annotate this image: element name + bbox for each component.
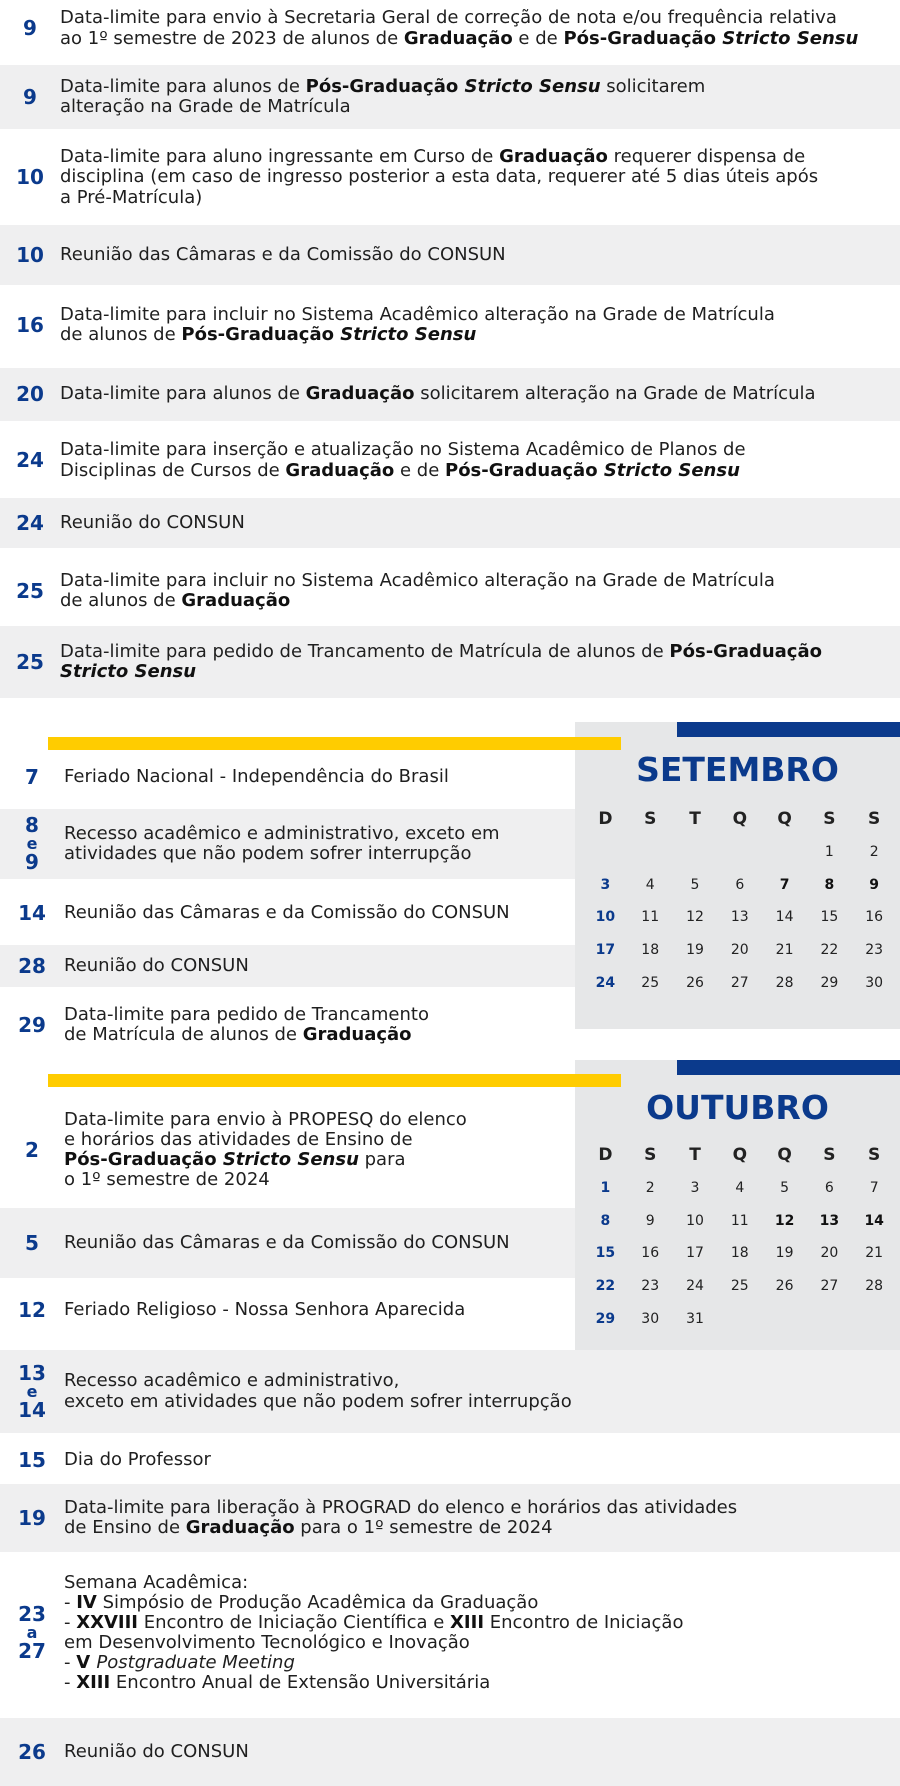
calendar-day: 27 — [730, 974, 749, 991]
event-text: Data-limite para aluno ingressante em Curso de Graduação requerer dispensa de disciplina (em caso de ingresso posterior a esta data, requerer até 5 dias úteis após a Pré-Matrícula) — [60, 146, 819, 208]
weekday-label: Q — [777, 809, 792, 829]
calendar-day: 30 — [641, 1310, 660, 1327]
calendar-day: 3 — [600, 876, 611, 893]
event-text: Reunião do CONSUN — [64, 1740, 249, 1762]
event-text: Reunião do CONSUN — [64, 954, 249, 976]
month-title: SETEMBRO — [636, 750, 839, 789]
calendar-day: 29 — [820, 974, 839, 991]
event-text: Dia do Professor — [64, 1448, 211, 1470]
day-range-value: 8 — [25, 813, 39, 837]
calendar-week — [583, 1172, 897, 1205]
calendar-day: 10 — [595, 909, 616, 926]
calendar-accent-bar — [677, 722, 900, 737]
event-day — [0, 815, 64, 873]
day-range-value: 27 — [18, 1639, 46, 1663]
calendar-day: 8 — [824, 876, 835, 893]
calendar-day: 13 — [730, 909, 749, 926]
calendar-week — [583, 1205, 897, 1238]
calendar-day: 28 — [865, 1278, 884, 1295]
event-day: 10 — [16, 165, 44, 189]
event-row — [0, 0, 900, 57]
calendar-day: 28 — [775, 974, 794, 991]
calendar-day: 6 — [735, 876, 745, 893]
event-day: 26 — [18, 1739, 46, 1764]
event-text: Recesso acadêmico e administrativo, exceto em atividades que não podem sofrer interrupção — [64, 822, 500, 864]
event-text: Data-limite para incluir no Sistema Acadêmico alteração na Grade de Matrícula de alunos de Pós-Graduação Stricto Sensu — [60, 303, 775, 345]
event-day: 2 — [25, 1137, 39, 1162]
event-row — [0, 65, 900, 129]
event-row — [0, 1436, 900, 1484]
day-range-connector: e — [26, 1381, 38, 1401]
weekday-label: Q — [777, 1145, 792, 1165]
event-row — [0, 225, 900, 285]
calendar-week — [583, 934, 897, 967]
event-row — [0, 1208, 575, 1278]
calendar-day: 5 — [780, 1180, 790, 1197]
event-text: Feriado Nacional - Independência do Brasil — [64, 765, 449, 787]
event-text: Reunião do CONSUN — [60, 511, 245, 533]
calendar-day: 4 — [645, 876, 655, 893]
september-calendar — [575, 722, 900, 1029]
event-row — [0, 1568, 900, 1698]
event-row — [0, 368, 900, 421]
calendar-day: 27 — [820, 1278, 839, 1295]
event-text: Feriado Religioso - Nossa Senhora Aparecida — [64, 1298, 466, 1320]
calendar-day: 9 — [869, 876, 880, 893]
calendar-day: 25 — [730, 1278, 749, 1295]
event-text: Data-limite para pedido de Trancamento de Matrícula de alunos de Graduação — [64, 1003, 429, 1045]
calendar-day: 20 — [820, 1245, 839, 1262]
event-day: 14 — [18, 901, 46, 925]
calendar-day: 7 — [869, 1180, 879, 1197]
event-day: 20 — [16, 382, 44, 406]
event-day: 10 — [16, 242, 44, 267]
calendar-day: 22 — [595, 1278, 616, 1295]
event-day: 24 — [16, 448, 44, 472]
event-row — [0, 1350, 900, 1433]
weekday-label: S — [868, 809, 881, 829]
calendar-day: 4 — [735, 1180, 745, 1197]
calendar-day: 12 — [774, 1212, 795, 1229]
calendar-grid — [583, 1138, 897, 1335]
event-row — [0, 1280, 575, 1340]
weekday-header — [583, 802, 897, 836]
event-day: 24 — [16, 510, 44, 535]
section-divider — [48, 1074, 621, 1087]
month-title: OUTUBRO — [646, 1088, 829, 1127]
calendar-day: 5 — [690, 876, 700, 893]
calendar-day: 13 — [819, 1212, 840, 1229]
calendar-day: 9 — [645, 1212, 655, 1229]
calendar-week — [583, 869, 897, 902]
event-row — [0, 752, 575, 802]
event-day: 9 — [23, 84, 37, 109]
calendar-week — [583, 966, 897, 999]
weekday-label: T — [689, 809, 701, 829]
calendar-day: 21 — [775, 942, 794, 959]
event-text: Data-limite para pedido de Trancamento de Matrícula de alunos de Pós-Graduação Stricto Sensu — [60, 640, 822, 682]
event-text: Data-limite para inserção e atualização no Sistema Acadêmico de Planos de Disciplinas de Cursos de Graduação e de Pós-Graduação Stricto Sensu — [60, 439, 746, 481]
calendar-week — [583, 1302, 897, 1335]
event-row — [0, 555, 900, 627]
calendar-day: 19 — [686, 942, 704, 959]
calendar-week — [583, 1237, 897, 1270]
calendar-day: 2 — [869, 844, 879, 861]
calendar-day: 1 — [600, 1180, 611, 1197]
event-day: 28 — [18, 953, 46, 978]
event-row — [0, 135, 900, 220]
event-row — [0, 290, 900, 360]
event-text: Reunião das Câmaras e da Comissão do CONSUN — [60, 243, 506, 265]
event-row — [0, 1094, 575, 1206]
weekday-label: S — [823, 1145, 836, 1165]
calendar-day: 29 — [595, 1310, 616, 1327]
event-text: Reunião das Câmaras e da Comissão do CONSUN — [64, 1231, 510, 1253]
event-row — [0, 809, 575, 879]
calendar-grid — [583, 802, 897, 999]
event-day: 12 — [18, 1297, 46, 1322]
calendar-day: 11 — [641, 909, 660, 926]
event-text: Recesso acadêmico e administrativo, exceto em atividades que não podem sofrer interrupção — [64, 1370, 572, 1412]
event-day: 7 — [25, 764, 39, 789]
calendar-day: 23 — [865, 942, 884, 959]
event-row — [0, 626, 900, 698]
calendar-week — [583, 1270, 897, 1303]
event-day: 25 — [16, 578, 44, 603]
calendar-day: 14 — [864, 1212, 884, 1229]
day-range-value: 23 — [18, 1602, 46, 1626]
weekday-label: Q — [732, 1145, 748, 1165]
event-text: Semana Acadêmica: - IV Simpósio de Produção Acadêmica da Graduação - XXVIII Encontro de Iniciação Científica e XIII Encontro de Iniciação em Desenvolvimento Tecnológico e Inovação - V Postgraduate Meeting - XIII Encontro Anual de Extensão Universitária — [64, 1571, 684, 1694]
calendar-day: 22 — [820, 942, 839, 959]
event-text: Data-limite para alunos de Pós-Graduação Stricto Sensu solicitarem alteração na Grade de Matrícula — [60, 75, 706, 117]
weekday-label: S — [644, 809, 657, 829]
weekday-label: S — [644, 1145, 657, 1165]
weekday-label: S — [823, 809, 836, 829]
weekday-label: S — [868, 1145, 881, 1165]
october-calendar — [575, 1060, 900, 1367]
event-row — [0, 428, 900, 493]
calendar-day: 18 — [641, 942, 660, 959]
event-text: Data-limite para alunos de Graduação solicitarem alteração na Grade de Matrícula — [60, 383, 816, 405]
calendar-day: 15 — [595, 1245, 616, 1262]
event-text: Data-limite para incluir no Sistema Acadêmico alteração na Grade de Matrícula de alunos de Graduação — [60, 569, 775, 611]
day-range-value: 13 — [18, 1360, 46, 1385]
event-row — [0, 990, 575, 1060]
day-range-value: 9 — [25, 850, 39, 874]
section-divider — [48, 737, 621, 750]
event-day — [0, 1360, 64, 1422]
calendar-day: 16 — [641, 1245, 660, 1262]
event-row — [0, 1484, 900, 1552]
calendar-day: 17 — [686, 1245, 704, 1262]
event-day: 19 — [18, 1505, 46, 1530]
weekday-header — [583, 1138, 897, 1172]
weekday-label: T — [689, 1145, 701, 1165]
calendar-day: 14 — [775, 909, 794, 926]
calendar-day: 2 — [645, 1180, 655, 1197]
day-range-connector: e — [26, 834, 38, 853]
calendar-week — [583, 901, 897, 934]
calendar-day: 20 — [730, 942, 749, 959]
event-text: Data-limite para envio à PROPESQ do elenco e horários das atividades de Ensino de Pós-Graduação Stricto Sensu para o 1º semestre de 2024 — [64, 1108, 467, 1191]
calendar-day: 8 — [600, 1212, 611, 1229]
calendar-week — [583, 836, 897, 869]
calendar-day: 24 — [595, 974, 616, 991]
day-range-connector: a — [26, 1623, 38, 1642]
calendar-day: 10 — [686, 1212, 704, 1229]
event-text: Data-limite para envio à Secretaria Geral de correção de nota e/ou frequência relativa ao 1º semestre de 2023 de alunos de Graduação e de Pós-Graduação Stricto Sensu — [60, 7, 859, 49]
weekday-label: D — [598, 809, 613, 829]
event-day: 5 — [25, 1230, 39, 1255]
calendar-day: 26 — [686, 974, 704, 991]
calendar-day: 18 — [730, 1245, 749, 1262]
calendar-day: 16 — [865, 909, 884, 926]
event-day: 29 — [18, 1012, 46, 1037]
event-text: Data-limite para liberação à PROGRAD do elenco e horários das atividades de Ensino de Graduação para o 1º semestre de 2024 — [64, 1496, 738, 1538]
calendar-day: 19 — [775, 1245, 794, 1262]
calendar-accent-bar — [677, 1060, 900, 1075]
calendar-day: 1 — [824, 844, 834, 861]
calendar-day: 3 — [690, 1180, 700, 1197]
event-row — [0, 886, 575, 941]
calendar-day: 31 — [686, 1310, 704, 1327]
calendar-day: 6 — [824, 1180, 834, 1197]
calendar-day: 30 — [865, 974, 884, 991]
event-day: 9 — [23, 16, 37, 40]
weekday-label: D — [598, 1145, 613, 1165]
weekday-label: Q — [732, 809, 748, 829]
event-day: 16 — [16, 312, 44, 337]
calendar-day: 17 — [595, 942, 616, 959]
event-row — [0, 945, 575, 987]
event-day: 15 — [18, 1447, 46, 1472]
calendar-day: 21 — [865, 1245, 884, 1262]
event-day — [0, 1604, 64, 1662]
calendar-day: 26 — [775, 1278, 794, 1295]
calendar-day: 15 — [820, 909, 839, 926]
event-day: 25 — [16, 649, 44, 674]
event-row — [0, 498, 900, 548]
event-text: Reunião das Câmaras e da Comissão do CONSUN — [64, 902, 510, 924]
calendar-day: 24 — [686, 1278, 704, 1295]
calendar-day: 11 — [730, 1212, 749, 1229]
calendar-day: 12 — [686, 909, 704, 926]
event-row — [0, 1718, 900, 1786]
calendar-day: 25 — [641, 974, 660, 991]
calendar-day: 7 — [779, 876, 790, 893]
day-range-value: 14 — [18, 1397, 46, 1422]
calendar-day: 23 — [641, 1278, 660, 1295]
